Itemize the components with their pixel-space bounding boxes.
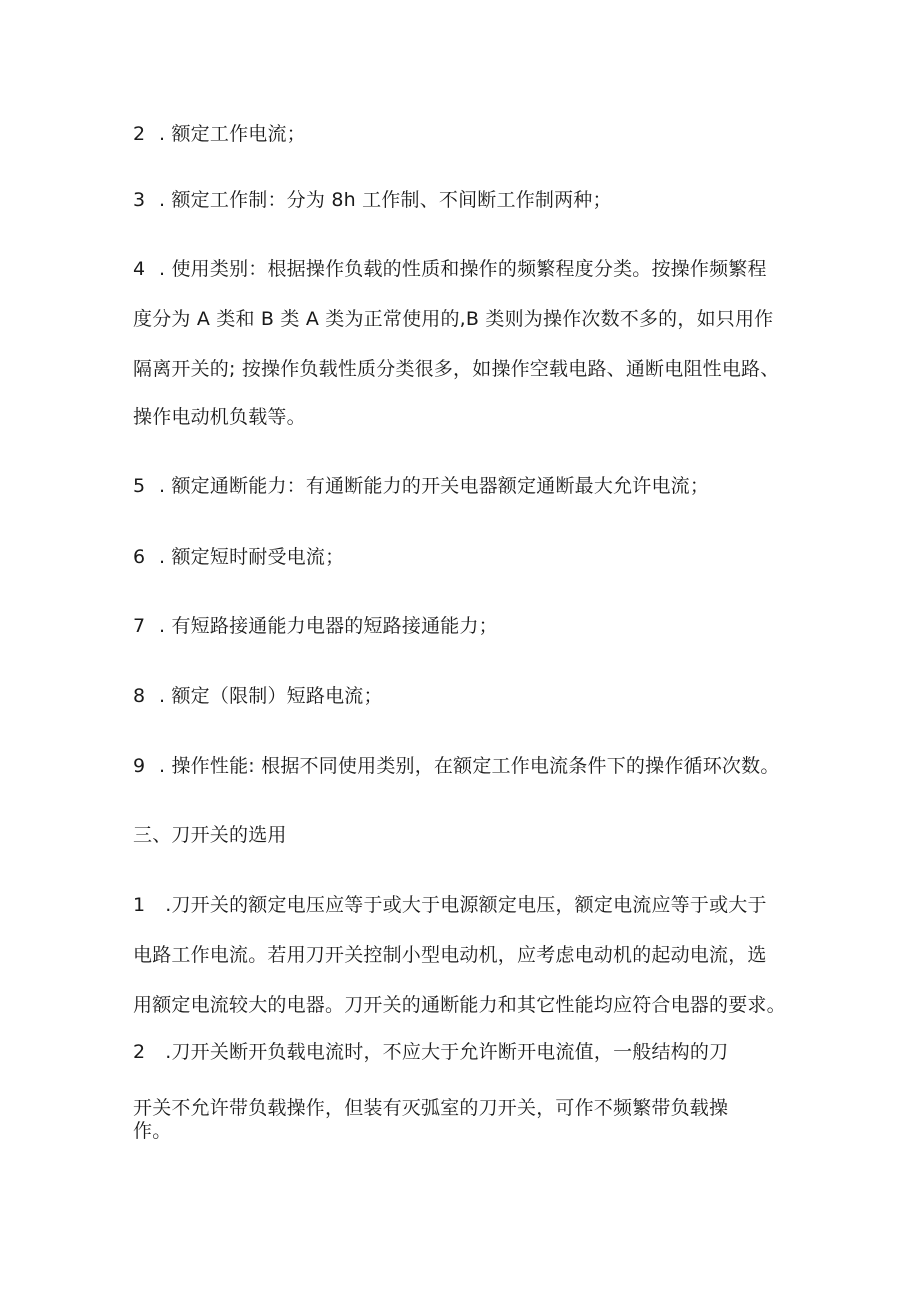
item-text: . 额定工作制：分为 8h 工作制、不间断工作制两种； bbox=[159, 189, 612, 211]
item-text: . 操作性能: 根据不同使用类别，在额定工作电流条件下的操作循环次数。 bbox=[159, 755, 780, 777]
section-item-2-line-3 bbox=[133, 1119, 171, 1143]
item-text: 作。 bbox=[133, 1120, 172, 1142]
list-item-4-line-2 bbox=[133, 307, 773, 331]
item-number: 8 bbox=[133, 685, 146, 707]
item-number: 1 bbox=[133, 894, 146, 916]
item-number: 2 bbox=[133, 123, 146, 145]
item-text: 开关不允许带负载操作，但装有灭弧室的刀开关，可作不频繁带负载操 bbox=[133, 1097, 729, 1119]
item-text: . 使用类别：根据操作负载的性质和操作的频繁程度分类。按操作频繁程 bbox=[159, 258, 767, 280]
item-text: . 额定工作电流； bbox=[159, 123, 306, 145]
section-item-2-line-2 bbox=[133, 1096, 728, 1120]
item-text: 用额定电流较大的电器。刀开关的通断能力和其它性能均应符合电器的要求。 bbox=[133, 994, 786, 1016]
list-item-4-line-4 bbox=[133, 405, 306, 429]
item-number: 6 bbox=[133, 546, 146, 568]
item-text: .刀开关的额定电压应等于或大于电源额定电压，额定电流应等于或大于 bbox=[159, 894, 767, 916]
list-item-4-line-1 bbox=[133, 257, 767, 281]
item-text: . 有短路接通能力电器的短路接通能力； bbox=[159, 615, 498, 637]
item-text: .刀开关断开负载电流时，不应大于允许断开电流值，一般结构的刀 bbox=[159, 1041, 729, 1063]
item-text: 隔离开关的; 按操作负载性质分类很多，如操作空载电路、通断电阻性电路、 bbox=[133, 358, 780, 380]
item-text: 度分为 A 类和 B 类 A 类为正常使用的,B 类则为操作次数不多的，如只用作 bbox=[133, 308, 774, 330]
list-item-4-line-3 bbox=[133, 357, 779, 381]
section-item-2-line-1 bbox=[133, 1040, 728, 1064]
section-item-1-line-1 bbox=[133, 893, 767, 917]
list-item-9 bbox=[133, 754, 780, 778]
section-item-1-line-2 bbox=[133, 943, 767, 967]
item-number: 5 bbox=[133, 475, 146, 497]
item-number: 9 bbox=[133, 755, 146, 777]
section-heading: 三、刀开关的选用 bbox=[133, 824, 287, 846]
item-number: 2 bbox=[133, 1041, 146, 1063]
section-item-1-line-3 bbox=[133, 993, 786, 1017]
list-item-3 bbox=[133, 188, 612, 212]
item-text: 电路工作电流。若用刀开关控制小型电动机，应考虑电动机的起动电流，选 bbox=[133, 944, 767, 966]
list-item-8 bbox=[133, 684, 383, 708]
item-number: 3 bbox=[133, 189, 146, 211]
item-number: 4 bbox=[133, 258, 146, 280]
item-text: . 额定（限制）短路电流； bbox=[159, 685, 383, 707]
list-item-6 bbox=[133, 545, 344, 569]
list-item-2 bbox=[133, 122, 306, 146]
item-text: . 额定短时耐受电流； bbox=[159, 546, 345, 568]
list-item-5 bbox=[133, 474, 709, 498]
item-number: 7 bbox=[133, 615, 146, 637]
item-text: . 额定通断能力：有通断能力的开关电器额定通断最大允许电流； bbox=[159, 475, 710, 497]
list-item-7 bbox=[133, 614, 498, 638]
item-text: 操作电动机负载等。 bbox=[133, 406, 306, 428]
